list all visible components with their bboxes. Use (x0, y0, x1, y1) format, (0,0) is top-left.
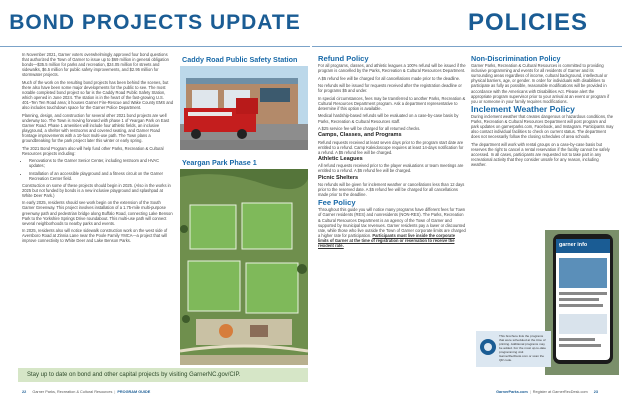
garner-logo-icon (480, 339, 496, 355)
list-item: • Renovations to the Garner Senior Center, including restroom and HVAC updates; (29, 158, 174, 168)
right-page-header (312, 0, 622, 46)
non-discrimination-heading: Non-Discrimination Policy (471, 54, 561, 63)
callout-text: This brochure lists the programs that were scheduled at the time of printing. Additional programs may be added. For the most up-to-date programming visit GarnerRecDesk.com or scan the QR code. (499, 334, 546, 362)
left-page-number: 22 (22, 390, 27, 394)
footer-site-link[interactable]: GarnerParks.com (496, 390, 528, 394)
left-page-header (0, 0, 310, 46)
outro-paragraph: In 2025, residents also will notice sidewalk construction work on the west side of Aversboro Road at Zinnia Lane near the Poole Family YMCA—a project that will improve connectivity to White Deer and Lake Benson Parks. (22, 228, 168, 244)
fee-paragraph (318, 207, 466, 248)
intro-paragraph: In November 2021, Garner voters overwhelmingly approved four bond questions that authorized the Town of Garner to issue up to $69 million in general obligation bonds—$35.5 million for parks and recreation, $24.05 million for streets and sidewalks, $6.5 million for public safety improvements, and $2.95 million for stormwater projects. (22, 52, 169, 78)
refund-policy-heading: Refund Policy (318, 54, 369, 63)
intro-paragraph: The 2021 Bond Program also will help fund other Parks, Recreation & Cultural Resources projects including: (22, 145, 164, 156)
policies-column-2 (471, 56, 615, 170)
yeargan-park-site-plan (180, 169, 308, 365)
athletic-leagues-heading: Athletic Leagues (318, 156, 363, 163)
refund-paragraph: A $25 service fee will be charged for all returned checks. (318, 125, 421, 131)
refund-paragraph: In special circumstances, fees may be transferred to another Parks, Recreation & Cultural Resources Department program. Ask a department representative to determine if this option is available. (318, 95, 466, 111)
yeargan-park-heading: Yeargan Park Phase 1 (182, 158, 257, 167)
phone-illustration (545, 230, 619, 375)
footer-register-link[interactable]: Register at GarnerRecDesk.com (532, 390, 588, 394)
left-text-column (22, 52, 174, 246)
weather-paragraph: During inclement weather that creates dangerous or hazardous conditions, the Parks, Recreation & Cultural Resources Department will post program and park updates on garnerparks.com, Facebook, and Instagram. Participants may also contact individual facilities to check on current status. The department does not necessarily follow the closing schedules of area schools. (471, 113, 614, 140)
phone-screen-title: garner info (559, 242, 588, 248)
left-header-divider (0, 46, 310, 47)
refund-paragraph: Medical hardship-based refunds will be evaluated on a case-by-case basis by Parks, Recreation & Cultural Resources staff. (318, 113, 459, 124)
outro-paragraph: Construction on some of these projects should begin in 2025. (Also in the works in 2025 but not funded by bonds is a new inclusive playground and splashpad at White Deer Park.) (22, 182, 171, 198)
right-page-title: POLICIES (467, 9, 588, 36)
right-footer: GarnerParks.com | Register at GarnerRecDesk.com 23 (496, 390, 598, 394)
footer-org-name: Garner Parks, Recreation & Cultural Resources (32, 390, 113, 394)
fee-emphasis: Participants must live inside the corporate limits of Garner at the time of registration or reservation to receive the resident rate. (318, 232, 455, 249)
left-footer: 22 Garner Parks, Recreation & Cultural Resources | PROGRAM GUIDE (22, 390, 151, 394)
fee-text: Throughout this guide you will notice many programs have different fees for Town of Garner residents (RES) and nonresidents (NON-RES). The Parks, Recreation & Cultural Resources Department is an agency of the Town of Garner and supported by municipal tax revenues. Garner residents pay a lower or discounted rate, while those who live outside the Town of Garner corporate limits are charged a higher rate for participation. (318, 207, 466, 238)
left-page-title: BOND PROJECTS UPDATE (9, 11, 301, 34)
intro-paragraph: Much of the work on the resulting bond projects has been behind the scenes, but there also have been some major developments for the public to see. The most notable completed bond project so far is the Caddy Road Public Safety Station, which opened in June 2024. The station is in the heart of the fast-growing U.S. 401–Ten Ten Road area; it houses Garner Fire-Rescue and Wake County EMS and also includes touchdown space for the Garner Police Department. (22, 79, 174, 111)
camps-heading: Camps, Classes, and Programs (318, 132, 402, 139)
outro-paragraph: In early 2025, residents should see work begin on the extension of the South Garner Greenway. This project involves installation of a 1.75-mile multi-purpose greenway path and pedestrian bridge along Buffalo Road, connecting Lake Benson Park to the Yorkshire Springs Drive roundabout. This multi-use path will connect several neighborhoods to nearby parks and events. (22, 200, 173, 226)
fire-station-photo (180, 66, 308, 150)
inclement-weather-heading: Inclement Weather Policy (471, 103, 575, 114)
list-item: • Installation of an accessible playground and a fitness circuit on the Garner Recreation Center field. (29, 171, 174, 181)
refund-paragraph: No refunds will be issued for requests received after the registration deadline or for programs $5 and under. (318, 83, 462, 94)
refund-paragraph: For all programs, classes, and athletic leagues a 100% refund will be issued if the program is cancelled by the Parks, Recreation & Cultural Resources Department. (318, 63, 466, 74)
weather-paragraph: The department will work with rental groups on a case-by-case basis but reserves the right to cancel a rental reservation if the facility cannot be safely accessed. In all cases, participants are requested not to take part in any recreational activity that they consider unsafe for any reason, including weather. (471, 141, 610, 168)
picnic-paragraph: No refunds will be given for inclement weather or cancellations less than 12 days prior to the reserved date. A $5 refund fee will be charged for all cancellations made prior to the deadline. (318, 182, 465, 198)
nondisc-paragraph: Garner Parks, Recreation & Cultural Resources is committed to providing inclusive programming and events for all residents of Garner and its surrounding areas regardless of income, cultural background, intellectual or physical barriers, age, or gender. In order for individuals with disabilities to participate as fully as possible, reasonable modifications will be provided in accordance with the Americans with Disabilities Act. Please alert the appropriate program supervisor prior to your arrival at an event or program if you or someone in your family requires modifications. (471, 63, 610, 104)
cip-banner (18, 368, 308, 382)
footer-guide-label: PROGRAM GUIDE (117, 390, 151, 394)
camps-paragraph: Refund requests received at least seven days prior to the program start date are entitled to a refund. Camp Kaleidoscope requires at least 14-days notification for a refund. A $5 refund fee will be charged. (318, 139, 464, 155)
refund-paragraph: A $5 refund fee will be charged for all cancellations made prior to the deadline. (318, 75, 461, 81)
athletic-paragraph: All refund requests received prior to the player evaluations or team meetings are entitled to a refund. A $5 refund fee will be charged. (318, 163, 464, 174)
picnic-shelters-heading: Picnic Shelters (318, 174, 359, 181)
right-header-divider (312, 46, 622, 47)
fee-policy-heading: Fee Policy (318, 198, 356, 208)
right-page-number: 23 (593, 390, 598, 394)
brochure-callout (476, 331, 551, 367)
policies-column-1 (318, 56, 466, 251)
bond-project-list (29, 158, 174, 180)
intro-paragraph: Planning, design, and construction for several other 2021 bond projects are well underway too. The Town is moving forward with phase 1 of Yeargan Park on East Garner Road. Phase 1 amenities will include four athletic fields, an inclusive playground, a shelter with restrooms and covered seating, and Garner Road frontage improvements with a 10-foot multi-use path. The Town plans a groundbreaking for the park project later this winter or early spring. (22, 112, 170, 144)
cip-banner-text: Stay up to date on bond and other capital projects by visiting GarnerNC.gov/CIP. (27, 372, 241, 378)
caddy-road-heading: Caddy Road Public Safety Station (182, 55, 298, 64)
